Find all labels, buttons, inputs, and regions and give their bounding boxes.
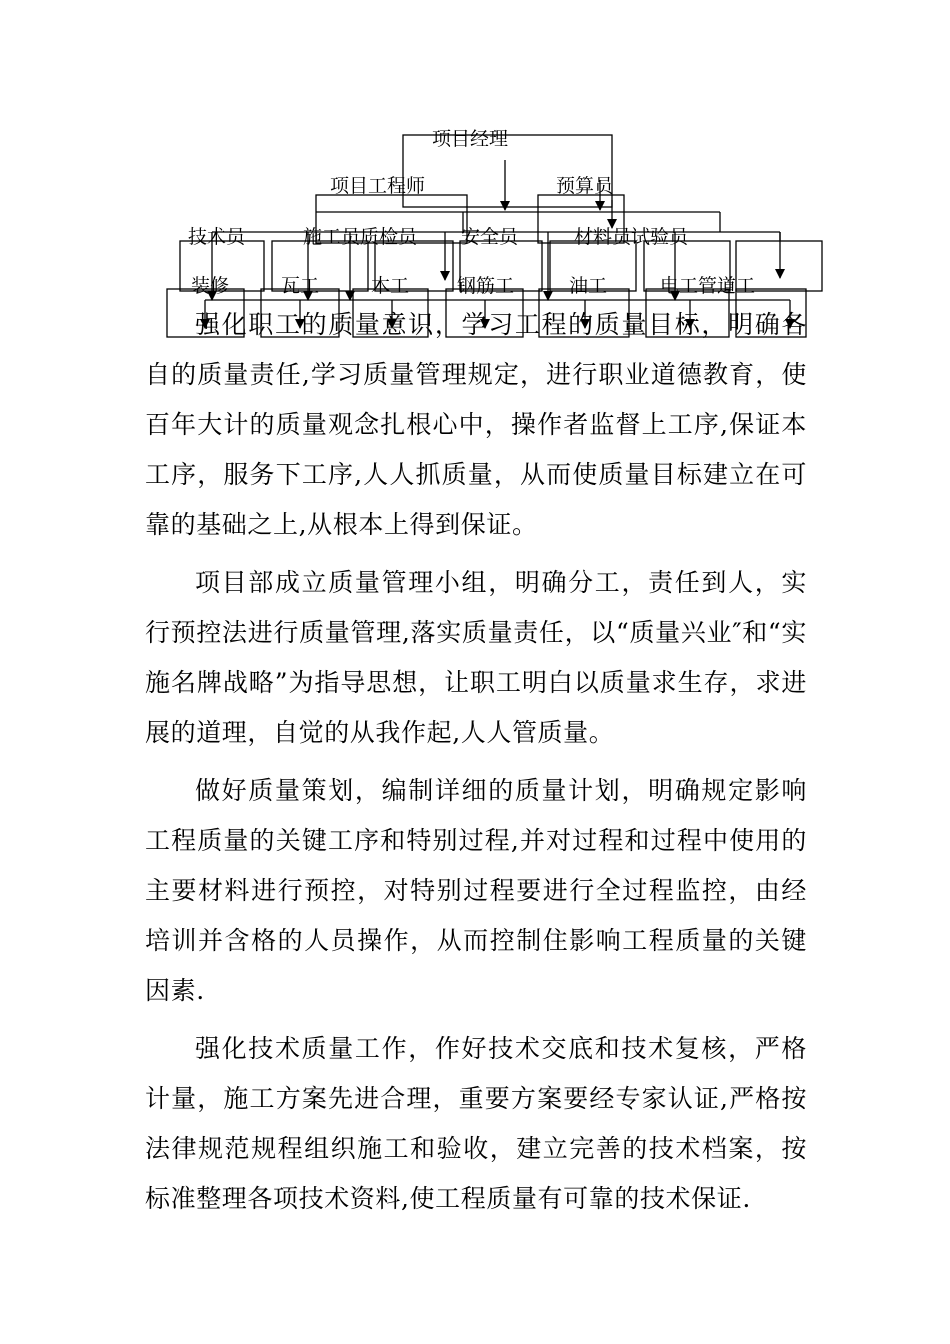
staff-label-safety: 安全员	[461, 226, 519, 248]
trade-label-electrician: 电工管道工	[660, 275, 756, 297]
trade-label-painter: 油工	[569, 275, 608, 297]
paragraph-quality-awareness: 强化职工的质量意识，学习工程的质量目标，明确各自的质量责任,学习质量管理规定，进行职业道德教育，使百年大计的质量观念扎根心中，操作者监督上工序,保证本工序，服务下工序,人人抓质量，从而使质量目标建立在可靠的基础之上,从根本上得到保证。	[145, 310, 807, 539]
staff-label-technician: 技术员	[188, 226, 246, 248]
paragraph-quality-planning: 做好质量策划，编制详细的质量计划，明确规定影响工程质量的关键工序和特别过程,并对过程和过程中使用的主要材料进行预控，对特别过程要进行全过程监控，由经培训并含格的人员操作，从而控制住影响工程质量的关键因素.	[145, 776, 807, 1005]
chief-engineer-label: 项目工程师	[330, 175, 426, 197]
staff-label-materials: 材料员	[574, 226, 632, 248]
trade-label-decoration: 装修	[191, 275, 230, 297]
trade-label-carpenter: 木工	[371, 275, 410, 297]
budget-officer-label: 预算员	[556, 175, 614, 197]
trade-label-mason: 瓦工	[281, 275, 320, 297]
staff-label-construction: 施工员	[303, 226, 361, 248]
body-text	[145, 300, 807, 1232]
org-chart	[0, 0, 950, 345]
paragraph-quality-group: 项目部成立质量管理小组，明确分工，责任到人，实行预控法进行质量管理,落实质量责任，以“质量兴业″和“实施名牌战略”为指导思想，让职工明白以质量求生存，求进展的道理，自觉的从我作起,人人管质量。	[145, 568, 807, 747]
trade-label-rebar: 钢筋工	[457, 275, 515, 297]
staff-label-quality: 质检员	[360, 226, 418, 248]
staff-label-testing: 试验员	[631, 226, 689, 248]
manager-label: 项目经理	[432, 128, 509, 150]
paragraph-technical-quality: 强化技术质量工作，作好技术交底和技术复核，严格计量，施工方案先进合理，重要方案要经专家认证,严格按法律规范规程组织施工和验收，建立完善的技术档案，按标准整理各项技术资料,使工程质量有可靠的技术保证.	[145, 1034, 807, 1213]
